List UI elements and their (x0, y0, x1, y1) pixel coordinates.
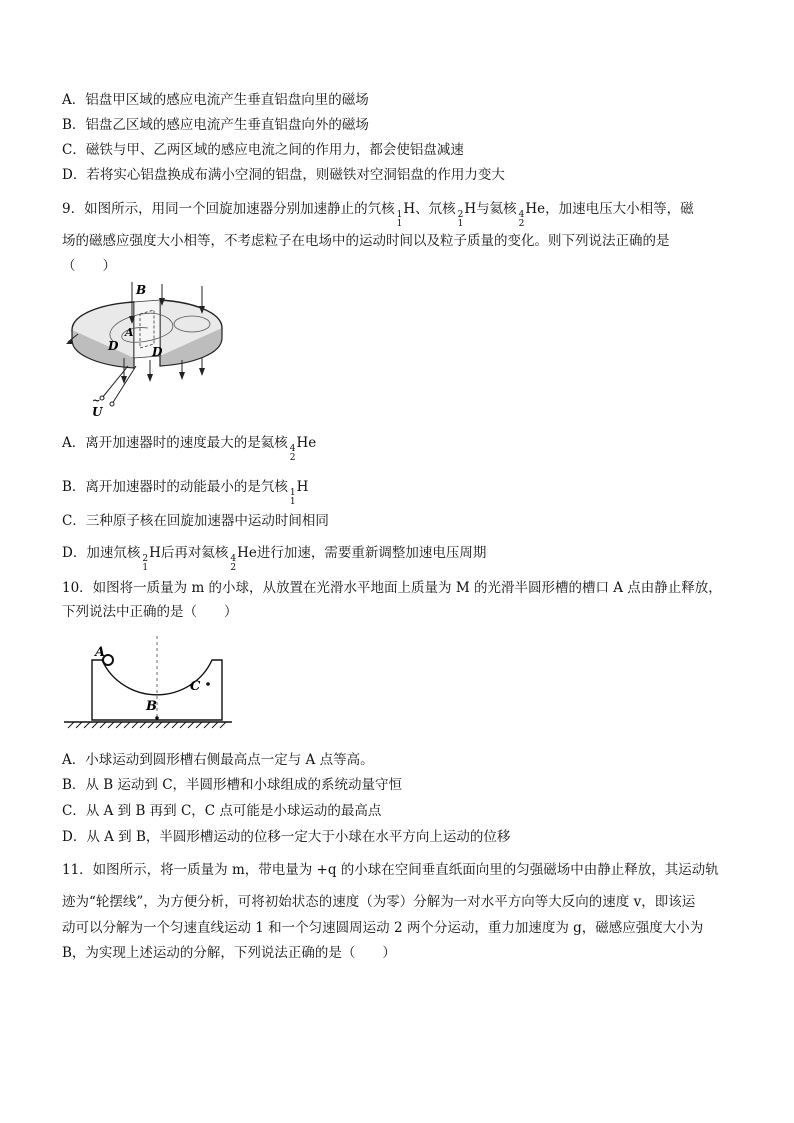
ac-tilde-icon: ~ (92, 396, 101, 407)
q9-text: ，加速电压大小相等，磁 (545, 201, 694, 217)
q11-stem-line2: 迹为“轮摆线”，为方便分析，可将初始状态的速度（为零）分解为一对水平方向等大反向的速度 v，即该运 (62, 894, 696, 910)
nuclide-he4-symbol: He (237, 545, 257, 561)
q8-option-c: C．磁铁与甲、乙两区域的感应电流之间的作用力，都会使铝盘减速 (62, 142, 464, 158)
figure-label-a: A (95, 645, 106, 660)
nuclide-h2-symbol: H (149, 545, 161, 561)
nuclide-he4: 4 2 (289, 444, 296, 463)
nuclide-h1-symbol: H (403, 201, 416, 217)
nuclide-h2: 2 1 (142, 554, 149, 573)
q9-option-b (62, 478, 308, 507)
figure-label-d-left: D (108, 339, 119, 353)
q9-option-a-text: A．离开加速器时的速度最大的是氦核 (62, 435, 288, 451)
figure-label-b: B (146, 699, 157, 714)
q10-stem-line2: 下列说法中正确的是（ ） (62, 604, 238, 620)
q10-option-d: D．从 A 到 B，半圆形槽运动的位移一定大于小球在水平方向上运动的位移 (62, 829, 511, 845)
nuclide-he4-symbol: He (525, 201, 546, 217)
figure-label-a: A (125, 326, 134, 339)
q11-stem-line4: B，为实现上述运动的分解，下列说法正确的是（ ） (62, 945, 396, 961)
nuclide-h1: 1 1 (396, 210, 403, 229)
nuclide-he4-symbol: He (296, 435, 317, 451)
semicircle-trough-figure (62, 632, 232, 732)
q9-answer-paren: （ ） (62, 258, 116, 274)
nuclide-h2: 2 1 (457, 210, 464, 229)
figure-label-d-right: D (152, 345, 163, 359)
q9-stem-line2: 场的磁感应强度大小相等，不考虑粒子在电场中的运动时间以及粒子质量的变化。则下列说法正确的是 (62, 233, 670, 249)
nuclide-he4: 4 2 (230, 554, 237, 573)
q9-option-d-text: 后再对氦核 (160, 545, 229, 561)
figure-label-b: B (136, 283, 147, 297)
q9-stem-line1 (62, 200, 694, 229)
q9-option-a (62, 434, 316, 463)
q9-text: 与氦核 (476, 201, 517, 217)
q11-stem-line1: 11．如图所示，将一质量为 m，带电量为 +q 的小球在空间垂直纸面向里的匀强磁场中由静止释放，其运动轨 (62, 862, 719, 878)
q9-text: 9．如图所示，用同一个回旋加速器分别加速静止的氕核 (62, 201, 395, 217)
q11-stem-line3: 动可以分解为一个匀速直线运动 1 和一个匀速圆周运动 2 两个分运动，重力加速度为 g，磁感应强度大小为 (62, 920, 704, 936)
q9-option-d-text: 进行加速，需要重新调整加速电压周期 (256, 545, 487, 561)
cyclotron-figure (62, 280, 232, 420)
q9-option-d (62, 544, 486, 573)
nuclide-h2-symbol: H (464, 201, 477, 217)
figure-label-u: U (92, 405, 103, 419)
q8-option-a: A．铝盘甲区域的感应电流产生垂直铝盘向里的磁场 (62, 92, 369, 108)
q9-option-b-text: B．离开加速器时的动能最小的是氕核 (62, 479, 288, 495)
q8-option-b: B．铝盘乙区域的感应电流产生垂直铝盘向外的磁场 (62, 117, 369, 133)
nuclide-he4: 4 2 (518, 210, 525, 229)
q9-text: 、氘核 (415, 201, 456, 217)
nuclide-h1-symbol: H (296, 479, 309, 495)
figure-label-c: C (190, 679, 201, 694)
q10-stem-line1: 10．如图将一质量为 m 的小球，从放置在光滑水平地面上质量为 M 的光滑半圆形槽的槽口 A 点由静止释放， (62, 580, 722, 596)
q9-option-d-text: D．加速氘核 (62, 545, 141, 561)
q8-option-d: D．若将实心铝盘换成布满小空洞的铝盘，则磁铁对空洞铝盘的作用力变大 (62, 167, 505, 183)
nuclide-h1: 1 1 (289, 488, 296, 507)
q10-option-c: C．从 A 到 B 再到 C，C 点可能是小球运动的最高点 (62, 803, 382, 819)
q10-option-a: A．小球运动到圆形槽右侧最高点一定与 A 点等高。 (62, 752, 374, 768)
q9-option-c: C．三种原子核在回旋加速器中运动时间相同 (62, 513, 329, 529)
q10-option-b: B．从 B 运动到 C，半圆形槽和小球组成的系统动量守恒 (62, 777, 403, 793)
